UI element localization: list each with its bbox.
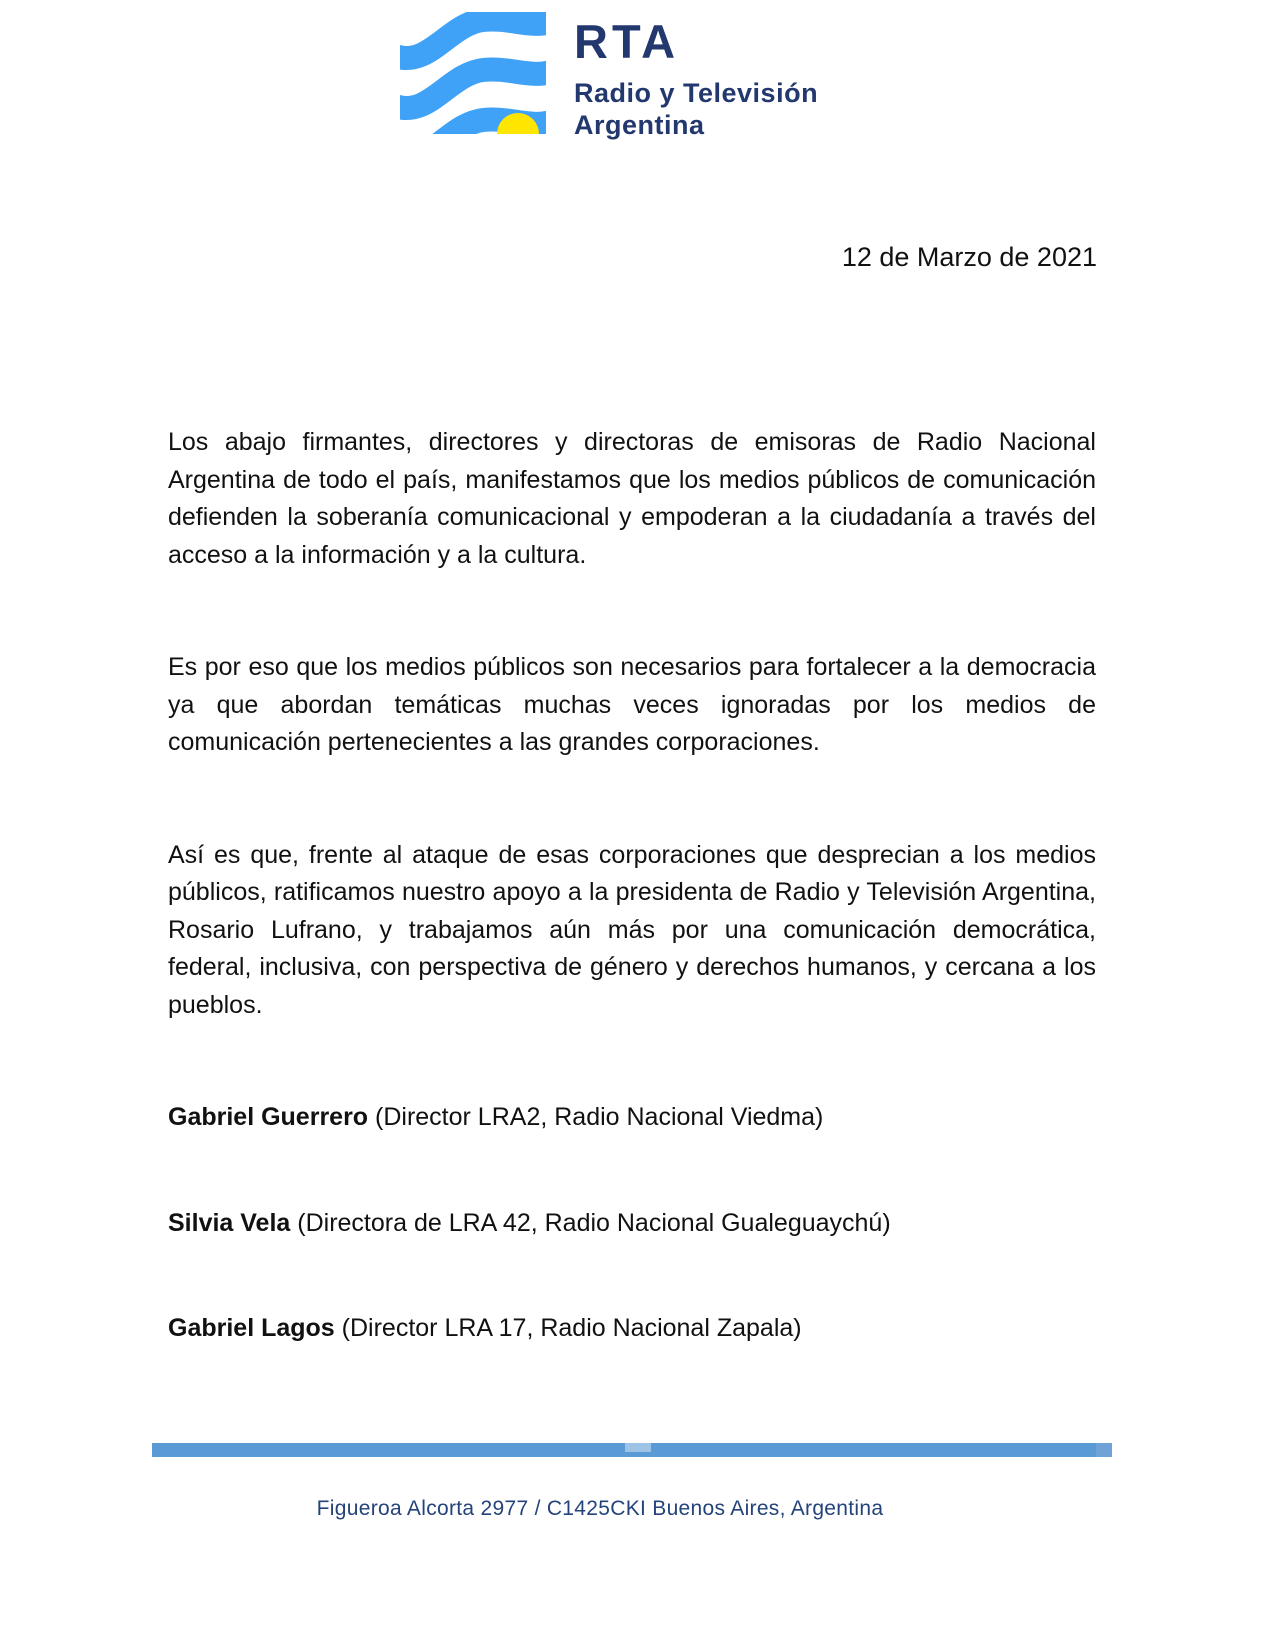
paragraph-1: Los abajo firmantes, directores y directoras de emisoras de Radio Nacional Argentina de todo el país, manifestamos que los medios públicos de comunicación defienden la soberanía comunicacional y empoderan a la ciudadanía a través del acceso a la información y a la cultura. [168, 428, 1096, 569]
footer-address: Figueroa Alcorta 2977 / C1425CKI Buenos Aires, Argentina [316, 1497, 884, 1520]
signatory-name: Gabriel Lagos [168, 1314, 335, 1342]
signatory-role: (Directora de LRA 42, Radio Nacional Gualeguaychú) [290, 1208, 891, 1237]
footer-divider-tip [1096, 1443, 1112, 1457]
signature-line [168, 1099, 1096, 1137]
logo-acronym: RTA [574, 15, 680, 68]
letter-body [168, 424, 1096, 1416]
footer-divider-notch [625, 1443, 651, 1452]
signatory-role: (Director LRA2, Radio Nacional Viedma) [368, 1103, 824, 1131]
signatory-name: Gabriel Guerrero [168, 1103, 369, 1131]
signatory-name: Silvia Vela [168, 1208, 291, 1237]
paragraph-2: Es por eso que los medios públicos son necesarios para fortalecer a la democracia ya que abordan temáticas muchas veces ignoradas por los medios de comunicación pertenecientes a las grandes corporaciones. [168, 653, 1096, 756]
signature-line [168, 1205, 1096, 1243]
logo-name-line2: Argentina [574, 110, 705, 141]
logo-name-line1: Radio y Televisión [574, 78, 819, 108]
signature-line [168, 1310, 1096, 1348]
footer-divider-bar [152, 1443, 1112, 1457]
rta-logo-text [574, 12, 818, 142]
paragraph-3: Así es que, frente al ataque de esas corporaciones que desprecian a los medios públicos, ratificamos nuestro apoyo a la presidenta de Radio y Televisión Argentina, Rosario Lufrano, y trabajamos aún más por una comunicación democrática, federal, inclusiva, con perspectiva de género y derechos humanos, y cercana a los pueblos. [168, 840, 1096, 1019]
rta-logo [400, 12, 818, 142]
signatory-role: (Director LRA 17, Radio Nacional Zapala) [334, 1314, 802, 1342]
letter-date: 12 de Marzo de 2021 [841, 242, 1097, 272]
argentina-flag-waves-icon [400, 12, 546, 134]
